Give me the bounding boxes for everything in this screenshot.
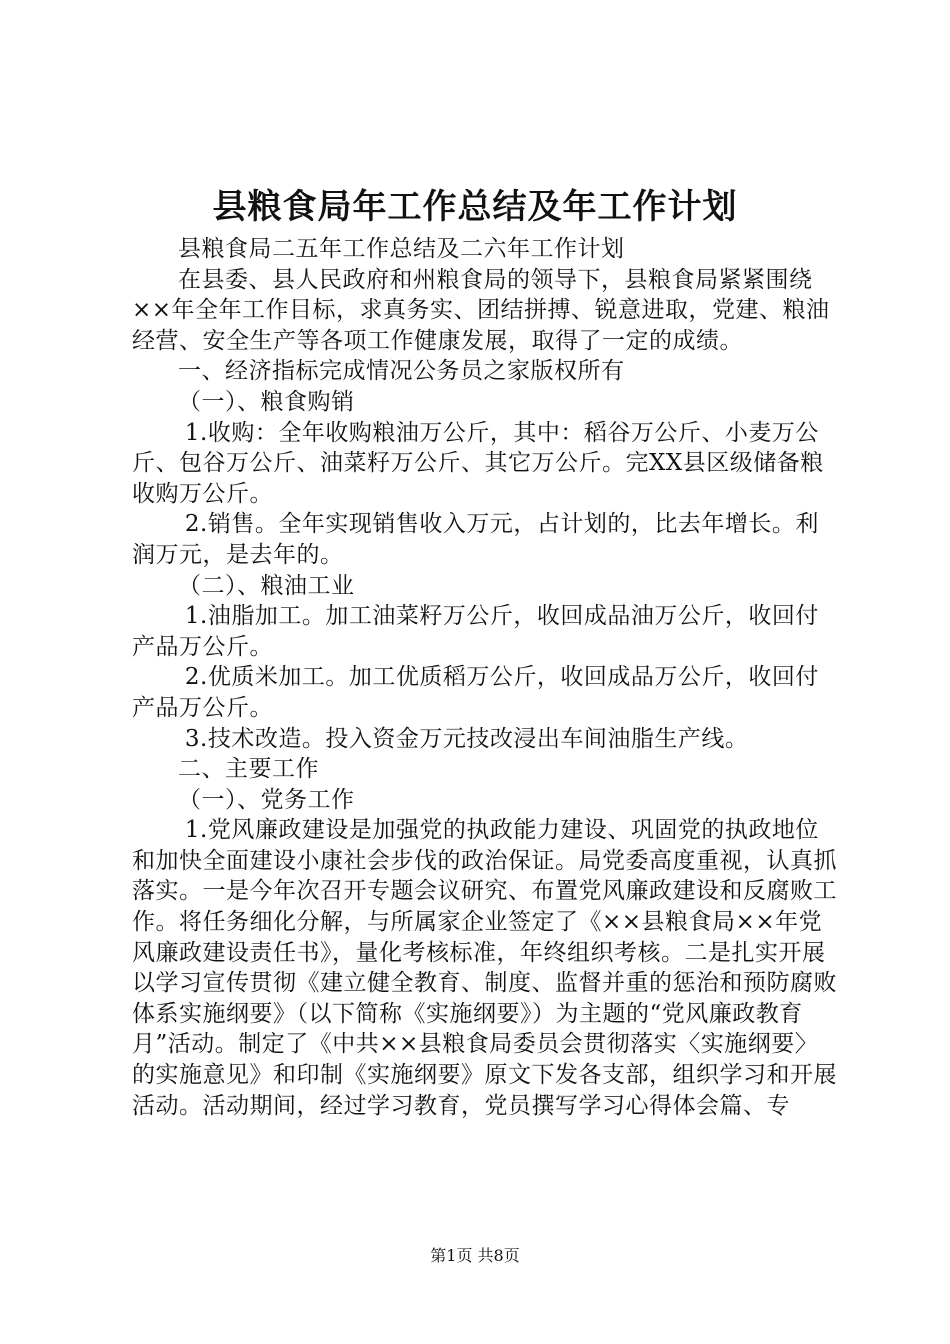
section-heading-main-work: 二、主要工作 xyxy=(178,756,319,783)
paragraph-sales: 2.销售。全年实现销售收入万元，占计划的，比去年增长。利润万元，是去年的。 xyxy=(132,511,819,568)
paragraph-purchase: 1.收购：全年收购粮油万公斤，其中：稻谷万公斤、小麦万公斤、包谷万公斤、油菜籽万公斤、其它万公斤。完XX县区级储备粮收购万公斤。 xyxy=(132,419,824,507)
paragraph-oil-processing: 1.油脂加工。加工油菜籽万公斤，收回成品油万公斤，收回付产品万公斤。 xyxy=(132,603,819,660)
paragraph-tech-upgrade: 3.技术改造。投入资金万元技改浸出车间油脂生产线。 xyxy=(184,725,749,752)
subsection-heading-party-affairs: （一）、党务工作 xyxy=(178,786,355,813)
paragraph-rice-processing: 2.优质米加工。加工优质稻万公斤，收回成品万公斤，收回付产品万公斤。 xyxy=(132,664,819,721)
page-title: 县粮食局年工作总结及年工作计划 xyxy=(212,187,738,227)
intro-paragraph: 在县委、县人民政府和州粮食局的领导下，县粮食局紧紧围绕××年全年工作目标，求真务实、团结拼搏、锐意进取，党建、粮油经营、安全生产等各项工作健康发展，取得了一定的成绩。 xyxy=(132,266,830,354)
section-heading-economic-indicators: 一、经济指标完成情况公务员之家版权所有 xyxy=(178,358,625,385)
subsection-heading-grain-purchase-sales: （一）、粮食购销 xyxy=(178,388,355,415)
paragraph-party-integrity: 1.党风廉政建设是加强党的执政能力建设、巩固党的执政地位和加快全面建设小康社会步伐的政治保证。局党委高度重视，认真抓落实。一是今年次召开专题会议研究、布置党风廉政建设和反腐败工作。将任务细化分解，与所属家企业签定了《××县粮食局××年党风廉政建设责任书》，量化考核标准，年终组织考核。二是扎实开展以学习宣传贯彻《建立健全教育、制度、监督并重的惩治和预防腐败体系实施纲要》（以下简称《实施纲要》）为主题的“党风廉政教育月”活动。制定了《中共××县粮食局委员会贯彻落实〈实施纲要〉的实施意见》和印制《实施纲要》原文下发各支部，组织学习和开展活动。活动期间，经过学习教育，党员撰写学习心得体会篇、专 xyxy=(132,817,837,1119)
page-footer: 第1页 共8页 xyxy=(430,1246,520,1265)
document-body xyxy=(132,234,838,1121)
subsection-heading-grain-oil-industry: （二）、粮油工业 xyxy=(178,572,355,599)
subtitle-paragraph: 县粮食局二五年工作总结及二六年工作计划 xyxy=(178,236,625,262)
